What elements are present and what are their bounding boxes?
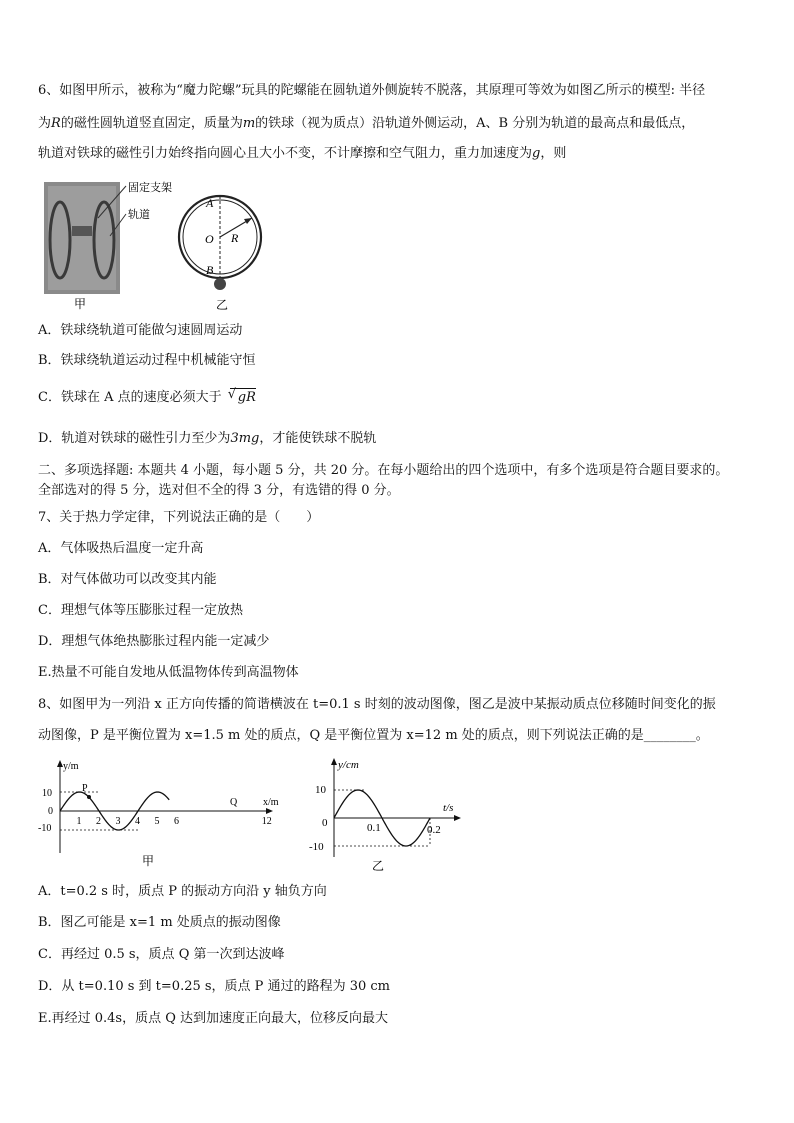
xtick-6: 6 — [174, 816, 179, 827]
label-A: A — [206, 196, 214, 210]
label-P: P — [82, 783, 88, 794]
point-P — [87, 795, 91, 799]
ytick-0: 0 — [322, 817, 328, 829]
t-axis-label: t/s — [443, 802, 454, 814]
q6-option-d — [38, 430, 376, 448]
q6-text: 的磁性圆轨道竖直固定，质量为 — [60, 116, 243, 131]
q7-option-a: A．气体吸热后温度一定升高 — [38, 541, 204, 556]
ytick-neg10: -10 — [38, 823, 52, 834]
sqrt-expression: √ gR — [227, 387, 256, 405]
q7-option-e: E.热量不可能自发地从低温物体传到高温物体 — [38, 665, 299, 680]
label-O: O — [205, 232, 214, 246]
q6-option-d-expr: 3mg — [230, 431, 260, 446]
label-track: 轨道 — [128, 209, 150, 221]
q6-var-m: m — [242, 116, 256, 131]
caption-yi: 乙 — [216, 298, 229, 312]
q6-option-b: B．铁球绕轨道运动过程中机械能守恒 — [38, 353, 256, 368]
q7-option-c: C．理想气体等压膨胀过程一定放热 — [38, 603, 243, 618]
q8-stem-line2: 动图像，P 是平衡位置为 x=1.5 m 处的质点，Q 是平衡位置为 x=12 m 处的质点，则下列说法正确的是________。 — [38, 728, 709, 743]
q6-option-c — [38, 388, 256, 407]
q6-text: ，则 — [540, 146, 567, 161]
q7-stem: 7、关于热力学定律，下列说法正确的是（ ） — [38, 510, 320, 525]
q8-option-c: C．再经过 0.5 s，质点 Q 第一次到达波峰 — [38, 947, 285, 962]
ttick-0.2: 0.2 — [427, 824, 441, 836]
xtick-5: 5 — [154, 816, 160, 827]
q6-figure — [38, 178, 278, 313]
q8-option-d: D．从 t=0.10 s 到 t=0.25 s，质点 P 通过的路程为 30 cm — [38, 979, 390, 994]
wave-graph-jia — [38, 757, 298, 872]
q6-text: 的铁球（视为质点）沿轨道外侧运动，A、B 分别为轨道的最高点和最低点， — [255, 116, 695, 131]
q8-option-a: A．t=0.2 s 时，质点 P 的振动方向沿 y 轴负方向 — [38, 884, 327, 899]
q7-option-d: D．理想气体绝热膨胀过程内能一定减少 — [38, 634, 270, 649]
ytick-0: 0 — [48, 806, 53, 817]
vibration-graph-yi — [298, 757, 468, 875]
ttick-0.1: 0.1 — [367, 822, 381, 834]
q6-stem-line2 — [38, 115, 694, 133]
q8-stem-line1: 8、如图甲为一列沿 x 正方向传播的简谐横波在 t=0.1 s 时刻的波动图像，图乙是波中某振动质点位移随时间变化的振 — [38, 697, 716, 712]
caption-yi: 乙 — [372, 859, 385, 873]
label-R: R — [231, 231, 239, 245]
q6-option-a: A．铁球绕轨道可能做匀速圆周运动 — [38, 323, 243, 338]
ytick-neg10: -10 — [309, 841, 324, 853]
xtick-1: 1 — [76, 816, 82, 827]
q6-option-d-tail: ，才能使铁球不脱轨 — [259, 431, 377, 446]
q6-option-c-text: C．铁球在 A 点的速度必须大于 — [38, 390, 222, 405]
x-axis-label: x/m — [263, 797, 279, 808]
q6-text: 轨道对铁球的磁性引力始终指向圆心且大小不变，不计摩擦和空气阻力，重力加速度为 — [38, 146, 533, 161]
y-axis-label: y/m — [63, 761, 79, 772]
q6-var-R: R — [51, 116, 61, 131]
iron-ball — [214, 278, 226, 290]
xtick-12: 12 — [261, 816, 272, 827]
xtick-3: 3 — [115, 816, 121, 827]
ytick-10: 10 — [315, 784, 326, 796]
ytick-10: 10 — [42, 788, 52, 799]
y-axis-label: y/cm — [338, 759, 359, 771]
q6-stem-line3 — [38, 145, 566, 163]
q8-option-e: E.再经过 0.4s，质点 Q 达到加速度正向最大，位移反向最大 — [38, 1011, 389, 1026]
q6-stem-line1: 6、如图甲所示，被称为“魔力陀螺”玩具的陀螺能在圆轨道外侧旋转不脱落，其原理可等效为如图乙所示的模型: 半径 — [38, 83, 706, 98]
caption-jia: 甲 — [74, 297, 87, 311]
label-Q: Q — [230, 797, 238, 808]
section2-instruction-line2: 全部选对的得 5 分，选对但不全的得 3 分，有选错的得 0 分。 — [38, 483, 400, 498]
xtick-2: 2 — [96, 816, 101, 827]
q6-var-g: g — [532, 146, 541, 161]
xtick-4: 4 — [135, 816, 140, 827]
sqrt-radicand: gR — [237, 390, 256, 405]
label-fixed-bracket: 固定支架 — [128, 182, 172, 194]
q8-option-b: B．图乙可能是 x=1 m 处质点的振动图像 — [38, 915, 281, 930]
section2-instruction-line1: 二、多项选择题: 本题共 4 小题，每小题 5 分，共 20 分。在每小题给出的四个选项中，有多个选项是符合题目要求的。 — [38, 463, 729, 478]
q7-option-b: B．对气体做功可以改变其内能 — [38, 572, 217, 587]
q6-text: 为 — [38, 116, 52, 131]
q6-option-d-text: D．轨道对铁球的磁性引力至少为 — [38, 431, 231, 446]
label-B: B — [206, 263, 214, 277]
caption-jia: 甲 — [142, 854, 155, 868]
